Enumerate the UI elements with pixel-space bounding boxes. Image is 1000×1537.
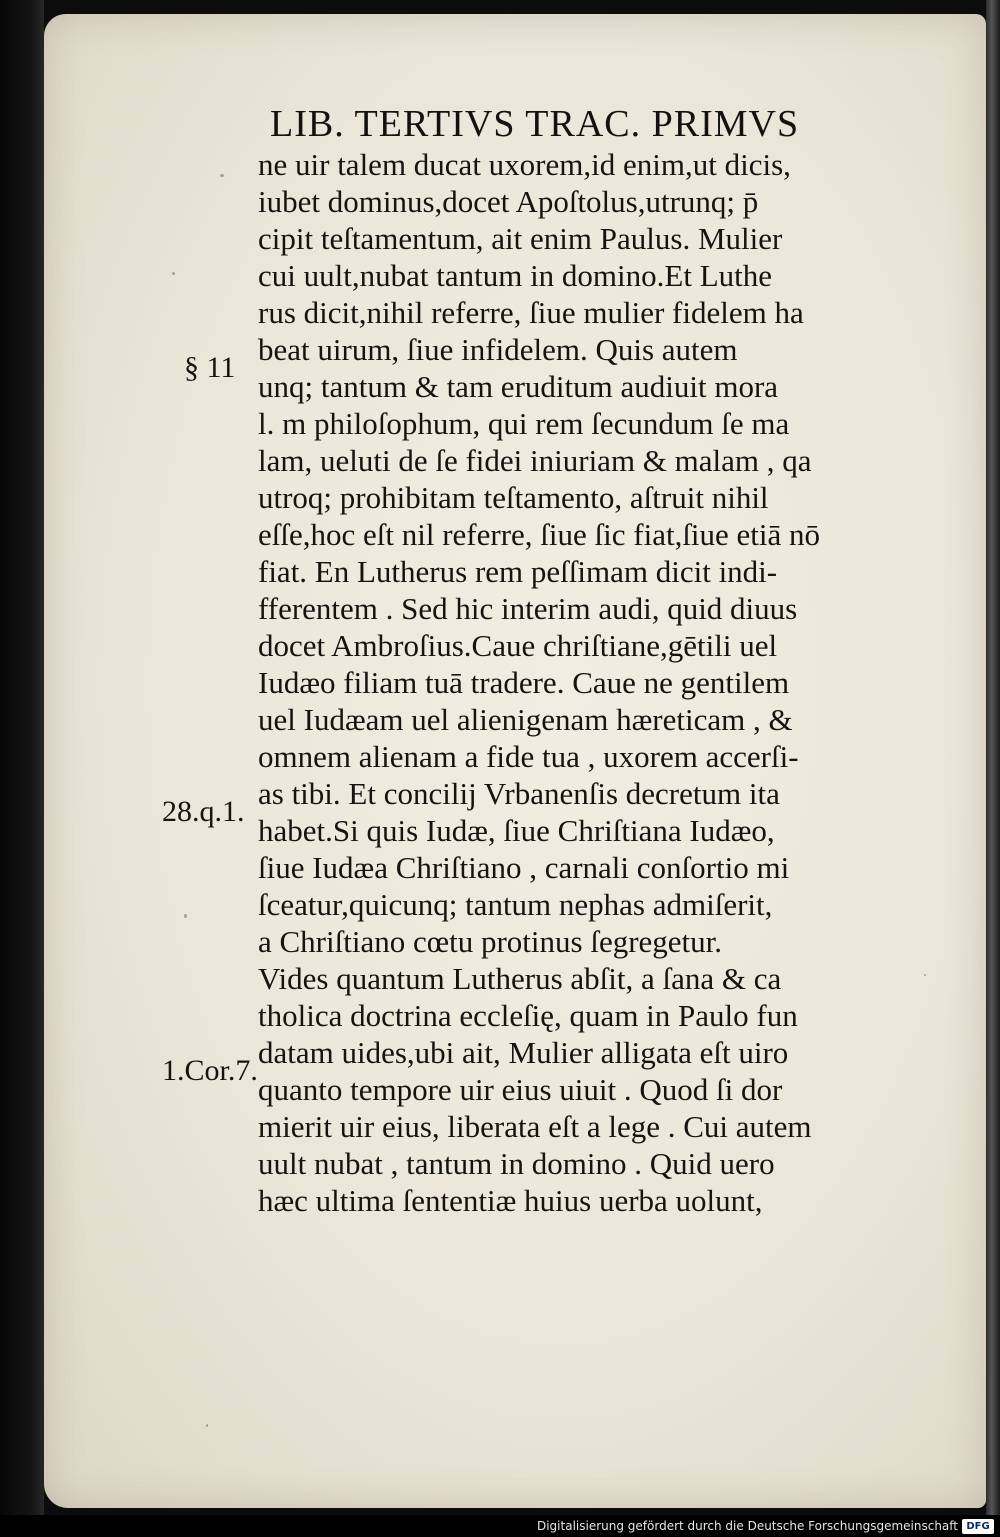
funding-note: Digitalisierung gefördert durch die Deutsche Forschungsgemeinschaft	[536, 1519, 958, 1533]
text-line: ſiue Iudæa Chriſtiano , carnali conſortio mi	[258, 850, 790, 885]
text-line: l. m philoſophum, qui rem ſecundum ſe ma	[258, 406, 790, 441]
text-line: hæc ultima ſententiæ huius uerba uolunt,	[258, 1183, 763, 1218]
paper-speck	[184, 914, 187, 918]
text-line: tholica doctrina eccleſię, quam in Paulo fun	[258, 998, 798, 1033]
text-line: eſſe,hoc eſt nil referre, ſiue ſic fiat,ſiue etiā nō	[258, 517, 821, 552]
dfg-logo: DFG	[962, 1519, 994, 1534]
text-line: quanto tempore uir eius uiuit . Quod ſi dor	[258, 1072, 783, 1107]
text-line: habet.Si quis Iudæ, ſiue Chriſtiana Iudæo,	[258, 813, 775, 848]
margin-note-section: § 11	[184, 351, 236, 384]
text-line: lam, ueluti de ſe fidei iniuriam & malam , qa	[258, 443, 812, 478]
scan-border-left	[0, 0, 44, 1515]
text-line: ſceatur,quicunq; tantum nephas admiſerit,	[258, 887, 773, 922]
text-line: Iudæo filiam tuā tradere. Caue ne gentilem	[258, 665, 790, 700]
paper-speck	[172, 272, 175, 275]
text-line: omnem alienam a fide tua , uxorem accerſi-	[258, 739, 799, 774]
paper-speck	[924, 974, 926, 976]
text-line: fferentem . Sed hic interim audi, quid diuus	[258, 591, 798, 626]
scan-border-right	[986, 0, 1000, 1515]
text-line: a Chriſtiano cœtu protinus ſegregetur.	[258, 924, 723, 959]
margin-note-reference: 1.Cor.7.	[162, 1054, 258, 1087]
text-line: uel Iudæam uel alienigenam hæreticam , &	[258, 702, 793, 737]
text-line: cipit teſtamentum, ait enim Paulus. Mulier	[258, 221, 783, 256]
body-text	[258, 146, 898, 1219]
margin-note-citation: 28.q.1.	[162, 795, 245, 828]
text-line: Vides quantum Lutherus abſit, a ſana & ca	[258, 961, 782, 996]
text-line: uult nubat , tantum in domino . Quid uero	[258, 1146, 775, 1181]
text-line: utroq; prohibitam teſtamento, aſtruit nihil	[258, 480, 769, 515]
text-line: cui uult,nubat tantum in domino.Et Luthe	[258, 258, 773, 293]
text-line: datam uides,ubi ait, Mulier alligata eſt uiro	[258, 1035, 789, 1070]
paper-speck	[206, 1424, 208, 1427]
text-line: fiat. En Lutherus rem peſſimam dicit indi-	[258, 554, 778, 589]
text-line: iubet dominus,docet Apoſtolus,utrunq; p̄	[258, 184, 759, 219]
text-line: docet Ambroſius.Caue chriſtiane,gētili uel	[258, 628, 778, 663]
text-line: as tibi. Et concilij Vrbanenſis decretum ita	[258, 776, 780, 811]
text-line: beat uirum, ſiue infidelem. Quis autem	[258, 332, 738, 367]
text-line: rus dicit,nihil referre, ſiue mulier fidelem ha	[258, 295, 804, 330]
text-line: ne uir talem ducat uxorem,id enim,ut dicis,	[258, 147, 791, 182]
text-line: mierit uir eius, liberata eſt a lege . Cui autem	[258, 1109, 812, 1144]
paper-speck	[220, 174, 224, 177]
text-line: unq; tantum & tam eruditum audiuit mora	[258, 369, 779, 404]
running-header: LIB. TERTIVS TRAC. PRIMVS	[270, 103, 800, 145]
